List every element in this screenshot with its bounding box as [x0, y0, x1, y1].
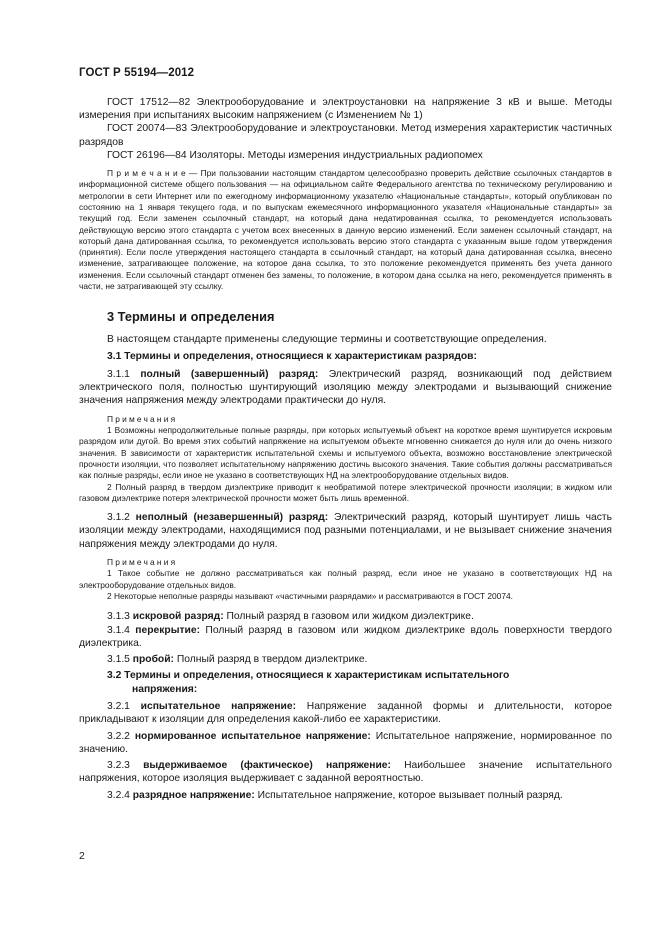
term-definition	[79, 511, 612, 551]
term-text: Испытательное напряжение, нормированное по значению.	[79, 730, 612, 755]
term-text: Наибольшее значение испытательного напряжения, которое изоляция выдерживает с заданной вероятностью.	[79, 760, 612, 785]
note-item: 2 Некоторые неполные разряды называют «частичными разрядами» и рассматриваются в ГОСТ 20074.	[107, 590, 513, 601]
term-definition	[79, 759, 612, 786]
term-text: Полный разряд в твердом диэлектрике.	[173, 654, 368, 666]
reference-item: ГОСТ 20074—83 Электрооборудование и электроустановки. Метод измерения характеристик частичных разрядов	[79, 123, 612, 148]
term-text: Электрический разряд, возникающий под действием электрического поля, полностью шунтирующий изоляцию между электродами и вызывающий снижение значения напряжения между электродами практически до нуля.	[79, 368, 613, 407]
term-definition	[79, 624, 612, 651]
term-definition	[79, 653, 612, 666]
term-number: 3.1.4	[107, 624, 136, 636]
notes-label: Примечания	[107, 413, 178, 424]
term-name: нормированное испытательное напряжение:	[134, 730, 371, 742]
references-note: П р и м е ч а н и е — При пользовании настоящим стандартом целесообразно проверить действие ссылочных стандартов в информационной системе общего пользования — на официальном сайте Федерального агентства по техническому регулированию и метрологии в сети Интернет или по ежегодному информационному указателю «Национальные стандарты», который опубликован по состоянию на 1 января текущего года, и по выпускам ежемесячного информационного указателя «Национальные стандарты» за текущий год. Если заменен ссылочный стандарт, на который дана недатированная ссылка, то рекомендуется использовать действующую версию этого стандарта с учетом всех внесенных в данную версию изменений. Если заменен ссылочный стандарт, на который дана датированная ссылка, то рекомендуется использовать версию этого стандарта с указанным выше годом утверждения (принятия). Если после утверждения настоящего стандарта в ссылочный стандарт, на который дана датированная ссылка, внесено изменение, затрагивающее положение, на которое дана ссылка, то это положение рекомендуется применять без учета данного изменения. Если ссылочный стандарт отменен без замены, то положение, в котором дана ссылка на него, рекомендуется применять в части, не затрагивающей эту ссылку.	[79, 168, 612, 291]
term-number: 3.1.2	[107, 512, 136, 524]
term-number: 3.2.2	[107, 730, 135, 742]
note-item: 1 Возможны непродолжительные полные разряды, при которых испытуемый объект на короткое время шунтируется искровым разрядом или дугой. Во время этих событий напряжение на испытуемом объекте мгновенно снижается до нуля или до очень низкого значения. В зависимости от характеристик испытательной схемы и испытуемого объекта, возможно восстановление электрической прочности изоляции, что позволяет испытательному напряжению достичь высокого значения. Такие события должны рассматриваться как полные разряды, если иное не указано в соответствующих НД на электрооборудование отдельных видов.	[79, 425, 612, 481]
term-definition	[79, 730, 612, 757]
term-number: 3.1.3	[107, 611, 133, 623]
term-text: Электрический разряд, который шунтирует лишь часть изоляции между электродами, находящимися под разными потенциалами, и не вызывает снижение значения напряжения между электродами до нуля.	[79, 512, 612, 550]
term-number: 3.2.1	[107, 701, 141, 712]
subsection-title: 3.1 Термины и определения, относящиеся к характеристикам разрядов:	[107, 350, 477, 362]
subsection-title-line: напряжения:	[132, 683, 198, 695]
notes-label: Примечания	[107, 557, 178, 568]
term-text: Полный разряд в газовом или жидком диэлектрике.	[223, 611, 474, 623]
subsection-title	[79, 669, 612, 696]
reference-item: ГОСТ 26196—84 Изоляторы. Методы измерения индустриальных радиопомех	[107, 149, 483, 161]
document-header: ГОСТ Р 55194—2012	[79, 67, 195, 79]
term-definition	[79, 610, 612, 623]
term-number: 3.1.5	[107, 654, 133, 666]
term-name: искровой разряд:	[132, 611, 224, 623]
page-content	[79, 96, 612, 802]
term-number: 3.1.1	[107, 368, 141, 380]
term-text: Полный разряд в газовом или жидком диэлектрике вдоль поверхности твердого диэлектрика.	[79, 624, 613, 649]
term-text: Испытательное напряжение, которое вызывает полный разряд.	[254, 789, 563, 801]
term-definition	[79, 700, 612, 727]
term-definition	[79, 368, 612, 408]
subsection-title-line: 3.2 Термины и определения, относящиеся к характеристикам испытательного	[107, 670, 510, 682]
term-name: полный (завершенный) разряд:	[140, 368, 319, 380]
reference-item: ГОСТ 17512—82 Электрооборудование и электроустановки на напряжение 3 кВ и выше. Методы измерения при испытаниях высоким напряжением (с Изменением № 1)	[79, 97, 612, 122]
note-item: 2 Полный разряд в твердом диэлектрике приводит к необратимой потере электрической прочности изоляции; в жидком или газовом диэлектрике потеря электрической прочности может быть лишь временной.	[79, 481, 612, 503]
term-name: пробой:	[132, 654, 174, 666]
section-intro: В настоящем стандарте применены следующие термины и соответствующие определения.	[107, 334, 547, 346]
term-name: разрядное напряжение:	[132, 789, 255, 801]
term-number: 3.2.4	[107, 789, 133, 801]
term-name: перекрытие:	[135, 624, 201, 636]
section-title: 3 Термины и определения	[107, 309, 275, 325]
term-name: выдерживаемое (фактическое) напряжение:	[143, 760, 391, 772]
term-name: неполный (незавершенный) разряд:	[135, 512, 329, 524]
term-definition	[79, 789, 612, 802]
term-name: испытательное напряжение:	[140, 701, 297, 712]
term-number: 3.2.3	[107, 760, 144, 772]
note-item: 1 Такое событие не должно рассматриваться как полный разряд, если иное не указано в соответствующих НД на электрооборудование отдельных видов.	[79, 568, 612, 590]
term-text: Напряжение заданной формы и длительности, которое прикладывают к изоляции для определения какой-либо ее характеристики.	[79, 701, 612, 726]
page-number: 2	[79, 850, 85, 862]
